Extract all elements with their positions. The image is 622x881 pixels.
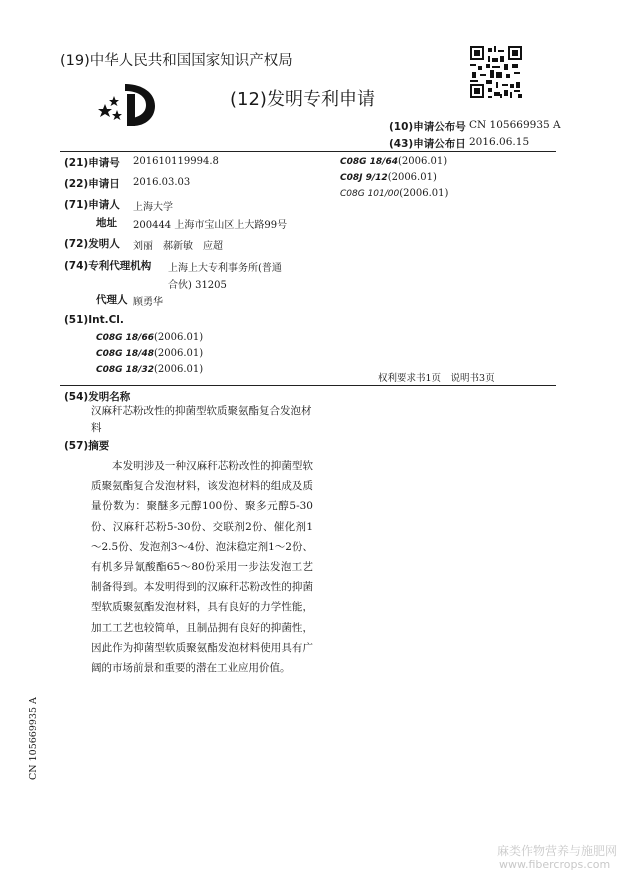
- biblio-divider: [60, 385, 556, 386]
- int-cl-entry-right: C08G 18/64(2006.01): [340, 156, 448, 167]
- int-cl-entry: C08G 18/32(2006.01): [96, 364, 204, 375]
- abstract-text: 本发明涉及一种汉麻秆芯粉改性的抑菌型软质聚氨酯复合发泡材料，该发泡材料的组成及质量份数为：聚醚多元醇100份、聚多元醇5-30份、汉麻秆芯粉5-30份、交联剂2份、催化剂1～2.5份、发泡剂3～4份、泡沫稳定剂1～2份、有机多异氰酸酯65～80份采用一步法发泡工艺制备得到。本发明得到的汉麻秆芯粉改性的抑菌型软质聚氨酯发泡材料，具有良好的力学性能，加工工艺也较简单，且制品拥有良好的抑菌性，因此作为抑菌型软质聚氨酯发泡材料使用具有广阔的市场前景和重要的潜在工业应用价值。: [91, 460, 313, 675]
- int-cl-label: (51)Int.Cl.: [64, 314, 124, 326]
- publication-date-value: 2016.06.15: [469, 136, 530, 148]
- inventor-label: (72)发明人: [64, 238, 120, 250]
- qr-code-icon: [470, 46, 522, 98]
- inventor-value: 刘丽 郝新敏 应超: [133, 241, 223, 252]
- int-cl-entry: C08G 18/48(2006.01): [96, 348, 204, 359]
- page-counts: 权利要求书1页 说明书3页: [378, 373, 495, 384]
- patent-agency-value-line2: 合伙) 31205: [168, 280, 227, 291]
- watermark-url: www.fibercrops.com: [499, 858, 611, 871]
- publication-number-value: CN 105669935 A: [469, 119, 561, 131]
- application-date-value: 2016.03.03: [133, 177, 191, 188]
- publication-date-label: (43)申请公布日: [389, 138, 466, 150]
- header-divider: [60, 151, 556, 152]
- int-cl-entry-right: C08J 9/12(2006.01): [340, 172, 437, 183]
- invention-name-label: (54)发明名称: [64, 391, 131, 403]
- applicant-value: 上海大学: [133, 202, 173, 213]
- watermark-title: 麻类作物营养与施肥网: [497, 844, 618, 858]
- side-publication-number: CN 105669935 A: [28, 697, 39, 780]
- document-type-title: (12)发明专利申请: [230, 89, 375, 110]
- application-date-label: (22)申请日: [64, 178, 120, 190]
- applicant-label: (71)申请人: [64, 199, 120, 211]
- agent-value: 顾勇华: [133, 297, 163, 308]
- patent-agency-value-line1: 上海上大专利事务所(普通: [168, 263, 282, 274]
- agent-label: 代理人: [96, 294, 128, 306]
- address-label: 地址: [96, 217, 117, 229]
- application-number-value: 201610119994.8: [133, 156, 219, 167]
- invention-name-value: 汉麻秆芯粉改性的抑菌型软质聚氨酯复合发泡材料: [91, 405, 312, 434]
- address-value: 200444 上海市宝山区上大路99号: [133, 220, 288, 231]
- patent-agency-label: (74)专利代理机构: [64, 260, 152, 272]
- abstract-label: (57)摘要: [64, 440, 110, 452]
- issuing-office: (19)中华人民共和国国家知识产权局: [60, 53, 293, 69]
- int-cl-entry: C08G 18/66(2006.01): [96, 332, 204, 343]
- int-cl-entry-right: C08G 101/00(2006.01): [340, 188, 449, 199]
- application-number-label: (21)申请号: [64, 157, 120, 169]
- cnipa-logo-icon: [97, 82, 159, 128]
- publication-number-label: (10)申请公布号: [389, 121, 466, 133]
